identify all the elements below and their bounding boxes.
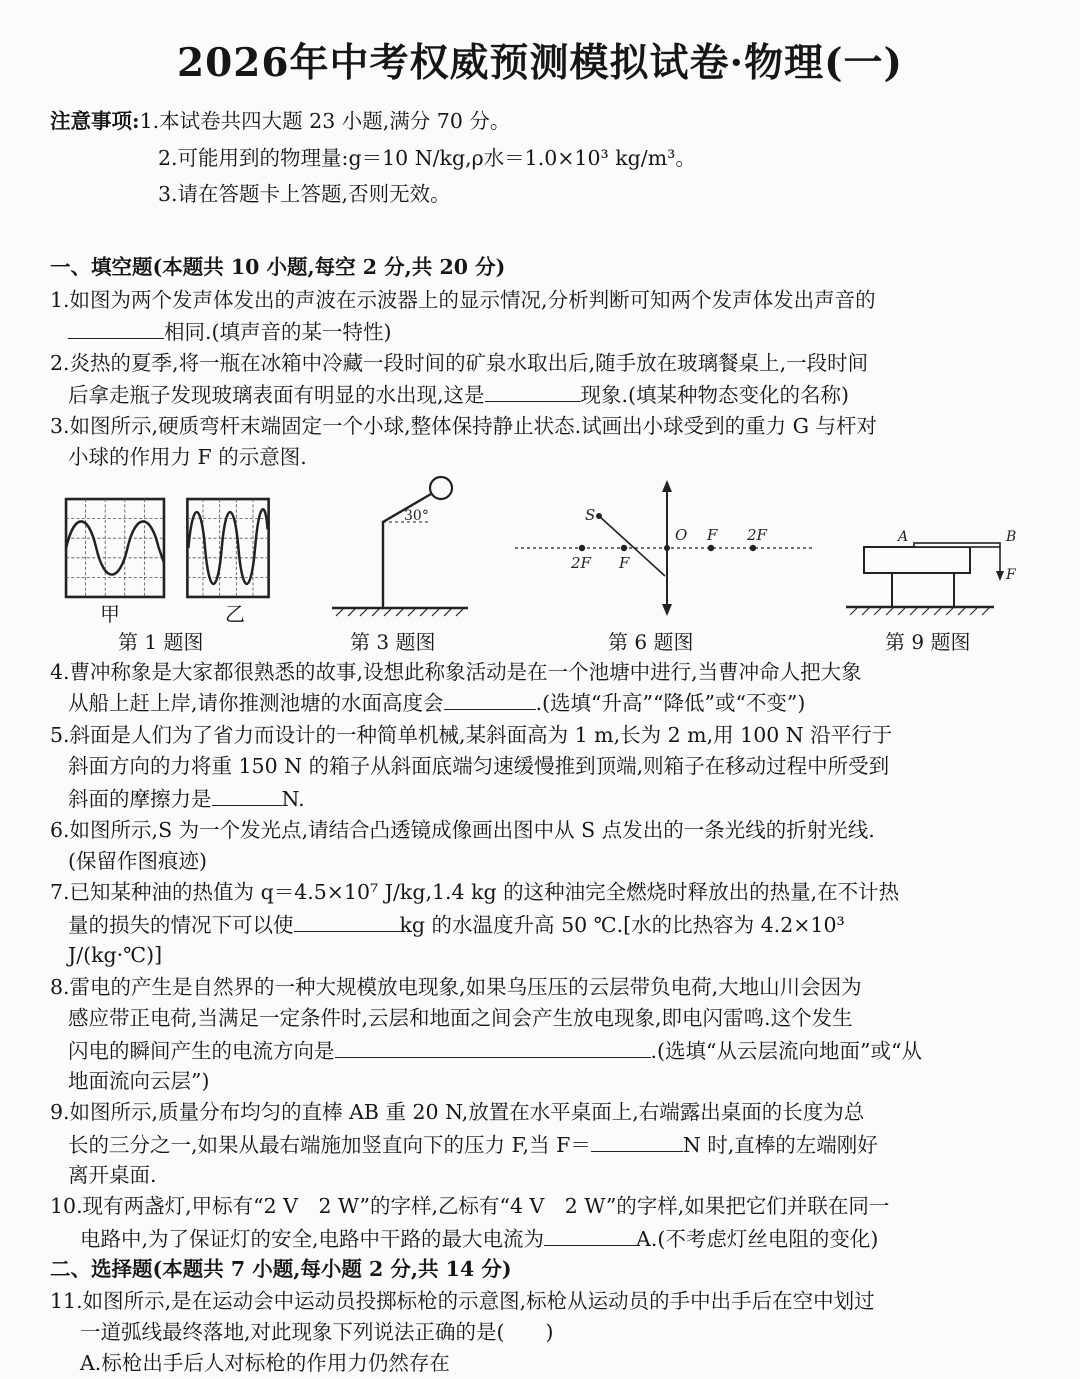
fig1-label-b: 乙	[225, 602, 245, 626]
q9-line-2	[68, 1131, 878, 1158]
label-a: A	[898, 529, 909, 545]
section-1-heading: 一、填空题(本题共 10 小题,每空 2 分,共 20 分)	[50, 255, 506, 279]
q11-option-a[interactable]: A.标枪出手后人对标枪的作用力仍然存在	[80, 1351, 450, 1375]
q5-text-c2: N.	[281, 787, 305, 811]
q2-line-2	[68, 381, 849, 408]
q1-text-b: 相同.(填声音的某一特性)	[164, 320, 392, 344]
angle-label: 30°	[404, 508, 429, 524]
answer-blank[interactable]	[485, 381, 581, 402]
notes-label: 注意事项:	[50, 109, 140, 133]
q8-line-3	[68, 1037, 922, 1064]
label-2f-left: 2F	[571, 554, 591, 572]
q4-line-1: 4.曹冲称象是大家都很熟悉的故事,设想此称象活动是在一个池塘中进行,当曹冲命人把大象	[50, 660, 862, 684]
waveform-a	[66, 521, 164, 574]
q8-line-2: 感应带正电荷,当满足一定条件时,云层和地面之间会产生放电现象,即电闪雷鸣.这个发生	[68, 1006, 853, 1030]
ball	[430, 477, 452, 499]
q11-line-2: 一道弧线最终落地,对此现象下列说法正确的是( )	[80, 1320, 554, 1344]
label-b: B	[1006, 529, 1017, 545]
lens-arrow-top	[662, 480, 672, 492]
q7-line-1: 7.已知某种油的热值为 q＝4.5×10⁷ J/kg,1.4 kg 的这种油完全燃烧时释放出的热量,在不计热	[50, 880, 900, 904]
floor-hatch	[850, 607, 990, 615]
q10-line-1: 10.现有两盏灯,甲标有“2 V 2 W”的字样,乙标有“4 V 2 W”的字样,如果把它们并联在同一	[50, 1194, 890, 1218]
label-f-left: F	[619, 554, 630, 572]
q11-line-1: 11.如图所示,是在运动会中运动员投掷标枪的示意图,标枪从运动员的手中出手后在空中划过	[50, 1289, 875, 1313]
figure-6	[515, 478, 815, 618]
q8-text-c1: 闪电的瞬间产生的电流方向是	[68, 1039, 335, 1063]
answer-blank[interactable]	[335, 1037, 651, 1058]
table-top	[864, 547, 970, 573]
answer-blank[interactable]	[544, 1225, 636, 1246]
note-3: 3.请在答题卡上答题,否则无效。	[158, 182, 451, 206]
fig1-caption: 第 1 题图	[118, 630, 204, 654]
q10-line-2	[80, 1225, 878, 1252]
q1-line-1: 1.如图为两个发声体发出的声波在示波器上的显示情况,分析判断可知两个发声体发出声音的	[50, 288, 876, 312]
point-o	[664, 545, 670, 551]
point-s	[596, 513, 602, 519]
q2-line-1: 2.炎热的夏季,将一瓶在冰箱中冷藏一段时间的矿泉水取出后,随手放在玻璃餐桌上,一段时间	[50, 351, 869, 375]
figure-1b	[186, 498, 270, 598]
point-f-left	[621, 545, 627, 551]
answer-blank[interactable]	[294, 911, 400, 932]
notes-line-1	[50, 108, 510, 134]
scope-frame-a	[66, 499, 164, 597]
fig1-label-a: 甲	[100, 602, 120, 626]
point-2f-left	[579, 545, 585, 551]
q10-text-b2: A.(不考虑灯丝电阻的变化)	[636, 1227, 879, 1251]
q3-line-2: 小球的作用力 F 的示意图.	[68, 445, 307, 469]
q7-line-3: J/(kg·℃)]	[68, 943, 163, 967]
label-f-right: F	[707, 526, 718, 544]
q5-line-3	[68, 785, 305, 812]
q6-line-2: (保留作图痕迹)	[68, 849, 207, 873]
q2-text-b1: 后拿走瓶子发现玻璃表面有明显的水出现,这是	[68, 383, 485, 407]
force-f-arrowhead	[996, 571, 1004, 581]
waveform-b	[188, 509, 267, 584]
q9-line-1: 9.如图所示,质量分布均匀的直棒 AB 重 20 N,放置在水平桌面上,右端露出桌面的长度为总	[50, 1100, 865, 1124]
figure-3	[330, 470, 470, 620]
answer-blank[interactable]	[212, 785, 282, 806]
point-2f-right	[750, 545, 756, 551]
point-f-right	[708, 545, 714, 551]
figure-9	[842, 525, 1032, 620]
q9-line-3: 离开桌面.	[68, 1163, 157, 1187]
q1-line-2	[68, 318, 392, 345]
page-title: 2026年中考权威预测模拟试卷·物理(一)	[176, 40, 904, 86]
q5-line-1: 5.斜面是人们为了省力而设计的一种简单机械,某斜面高为 1 m,长为 2 m,用 100 N 沿平行于	[50, 723, 893, 747]
lens-arrow-bottom	[662, 604, 672, 616]
q10-text-b1: 电路中,为了保证灯的安全,电路中干路的最大电流为	[80, 1227, 545, 1251]
q7-text-b1: 量的损失的情况下可以使	[68, 913, 294, 937]
q4-text-b2: .(选填“升高”“降低”或“不变”)	[535, 691, 806, 715]
q4-text-b1: 从船上赶上岸,请你推测池塘的水面高度会	[68, 691, 444, 715]
answer-blank[interactable]	[68, 318, 164, 339]
q5-text-c1: 斜面的摩擦力是	[68, 787, 212, 811]
rod-ab	[914, 543, 1000, 547]
q9-text-b1: 长的三分之一,如果从最右端施加竖直向下的压力 F,当 F＝	[68, 1133, 591, 1157]
label-s: S	[585, 506, 596, 524]
note-1: 1.本试卷共四大题 23 小题,满分 70 分。	[139, 109, 511, 133]
answer-blank[interactable]	[444, 689, 536, 710]
label-o: O	[675, 526, 688, 544]
q7-line-2	[68, 911, 845, 938]
section-2-heading: 二、选择题(本题共 7 小题,每小题 2 分,共 14 分)	[50, 1257, 512, 1281]
q4-line-2	[68, 689, 805, 716]
q8-line-1: 8.雷电的产生是自然界的一种大规模放电现象,如果乌压压的云层带负电荷,大地山川会因为	[50, 975, 862, 999]
q6-line-1: 6.如图所示,S 为一个发光点,请结合凸透镜成像画出图中从 S 点发出的一条光线的折射光线.	[50, 818, 875, 842]
label-2f-right: 2F	[747, 526, 767, 544]
scope-grid-a	[66, 499, 164, 597]
fig9-caption: 第 9 题图	[885, 630, 971, 654]
q2-text-b2: 现象.(填某种物态变化的名称)	[580, 383, 850, 407]
answer-blank[interactable]	[591, 1131, 683, 1152]
fig6-caption: 第 6 题图	[608, 630, 694, 654]
q7-text-b2: kg 的水温度升高 50 ℃.[水的比热容为 4.2×10³	[399, 913, 845, 937]
fig3-caption: 第 3 题图	[350, 630, 436, 654]
light-ray	[599, 516, 665, 576]
note-2: 2.可能用到的物理量:g＝10 N/kg,ρ水＝1.0×10³ kg/m³。	[158, 146, 696, 170]
q9-text-b2: N 时,直棒的左端刚好	[682, 1133, 878, 1157]
q3-line-1: 3.如图所示,硬质弯杆末端固定一个小球,整体保持静止状态.试画出小球受到的重力 G 与杆对	[50, 414, 878, 438]
q8-line-4: 地面流向云层”)	[68, 1069, 210, 1093]
label-f: F	[1006, 567, 1016, 583]
q8-text-c2: .(选填“从云层流向地面”或“从	[650, 1039, 922, 1063]
figure-1	[60, 498, 170, 598]
q5-line-2: 斜面方向的力将重 150 N 的箱子从斜面底端匀速缓慢推到顶端,则箱子在移动过程中所受到	[68, 754, 890, 778]
